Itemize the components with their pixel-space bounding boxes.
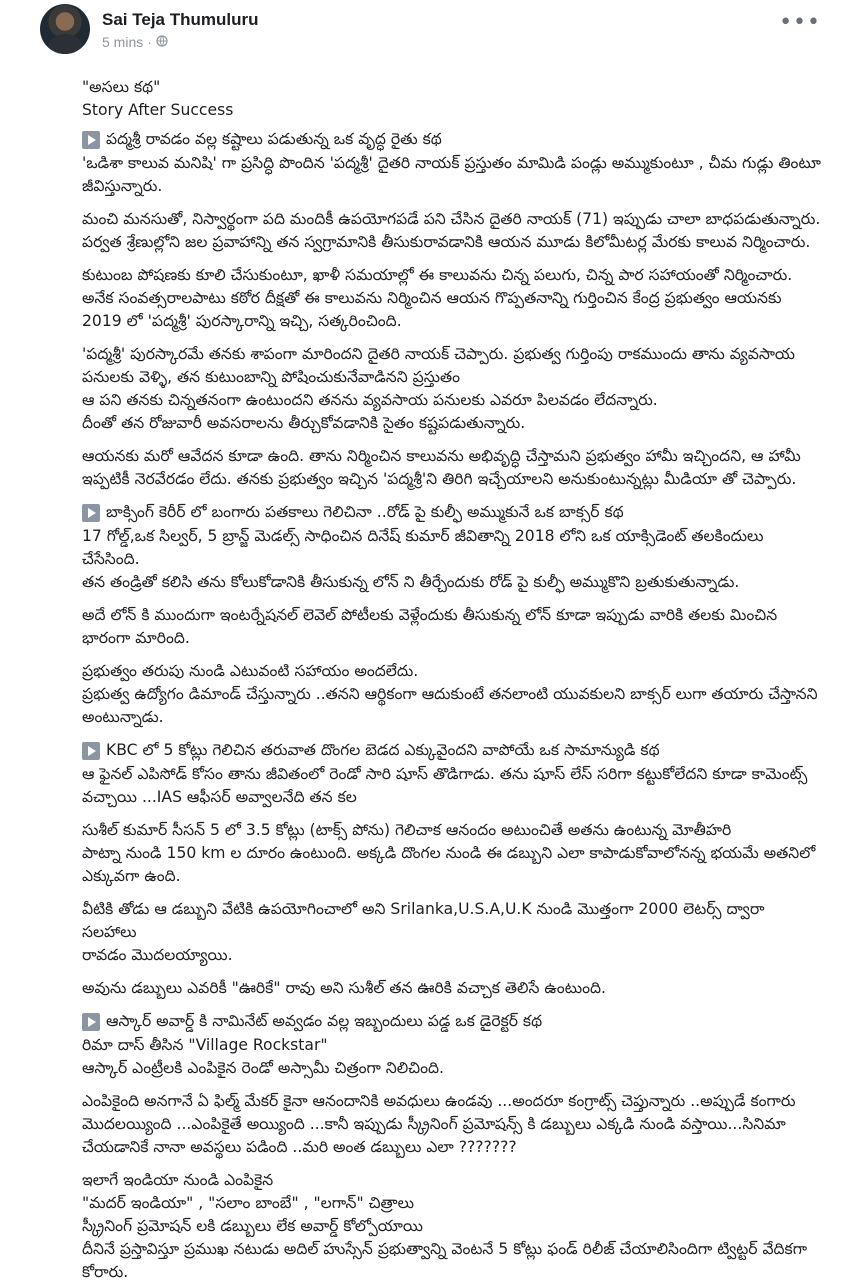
- paragraph-line: రిమా దాస్ తీసిన "Village Rockstar": [82, 1036, 328, 1054]
- paragraph-line: ఆ పని తనకు చిన్నతనంగా ఉంటుందని తనను వ్యవసాయ పనులకు ఎవరూ పిలవడం లేదన్నారు.: [82, 391, 658, 409]
- paragraph: [82, 208, 823, 254]
- paragraph-line: పాట్నా నుండి 150 km ల దూరం ఉంటుంది. అక్కడి దొంగల నుండి ఈ డబ్బుని ఎలా కాపాడుకోవాలోనన్న భయమే అతనిలో: [82, 844, 816, 862]
- paragraph-line: అంటున్నాడు.: [82, 708, 164, 726]
- paragraph-line: ఆస్కార్ ఎంట్రీలకి ఎంపికైన రెండో అస్సామీ చిత్రంగా నిలిచింది.: [82, 1059, 444, 1077]
- paragraph-line: 'ఒడిశా కాలువ మనిషి' గా ప్రసిద్ధి పొందిన 'పద్మశ్రీ' దైతరి నాయక్ ప్రస్తుతం మామిడి పండ్లు అమ్ముకుంటూ , చీమ గుడ్లు తింటూ: [82, 154, 821, 172]
- paragraph-line: 'పద్మశ్రీ' పురస్కారమే తనకు శాపంగా మారిందని దైతరి నాయక్ చెప్పారు. ప్రభుత్వ గుర్తింపు రాకముందు తాను వ్యవసాయ: [82, 345, 795, 363]
- paragraph-line: వీటికి తోడు ఆ డబ్బుని వేటికి ఉపయోగించాలో అని Srilanka,U.S.A,U.K నుండి మొత్తంగా 2000 లెటర్స్ ద్వారా సలహాలు: [82, 900, 765, 941]
- play-button-icon: [82, 1013, 100, 1031]
- paragraph-line: కోరారు.: [82, 1263, 129, 1281]
- paragraph-line: ఎక్కువగా ఉంది.: [82, 867, 181, 885]
- paragraph-line: మొదలయ్యింది ...ఎంపికైతే అయ్యింది ...కానీ ఇప్పుడు స్క్రీనింగ్ ప్రమోషన్స్ కి డబ్బులు ఎక్కడి నుండి వస్తాయి...సినిమా: [82, 1115, 786, 1133]
- paragraph-line: రావడం మొదలయ్యాయి.: [82, 946, 233, 964]
- paragraph-line: వచ్చాయి ...IAS ఆఫీసర్ అవ్వాలనేది తన కల: [82, 788, 357, 806]
- paragraph-line: ఆయనకు మరో ఆవేదన కూడా ఉంది. తాను నిర్మించిన కాలువను అభివృద్ధి చేస్తామని ప్రభుత్వం హామీ ఇచ్చిందని, ఆ హామీ: [82, 447, 801, 465]
- story-heading: [82, 128, 823, 151]
- story-heading: [82, 739, 823, 762]
- story-heading: [82, 501, 823, 524]
- author-name[interactable]: Sai Teja Thumuluru: [102, 10, 259, 29]
- story-heading-text: బాక్సింగ్ కెరీర్ లో బంగారు పతకాలు గెలిచినా ..రోడ్ పై కుల్ఫీ అమ్ముకునే ఒక బాక్సర్ కథ: [106, 503, 624, 521]
- paragraph-line: ప్రభుత్వం తరుపు నుండి ఎటువంటి సహాయం అందలేదు.: [82, 662, 419, 680]
- paragraph-line: అదే లోన్ కి ముందుగా ఇంటర్నేషనల్ లెవెల్ పోటీలకు వెళ్లేందుకు తీసుకున్న లోన్ కూడా ఇప్పుడు వారికి తలకు మించిన: [82, 606, 778, 624]
- paragraph: [82, 977, 823, 1000]
- paragraph: [82, 1169, 823, 1284]
- story-heading-text: ఆస్కార్ అవార్డ్ కి నామినేట్ అవ్వడం వల్ల ఇబ్బందులు పడ్డ ఒక డైరెక్టర్ కథ: [106, 1012, 543, 1030]
- separator-dot: ·: [147, 34, 152, 50]
- story-heading-text: KBC లో 5 కోట్లు గెలిచిన తరువాత దొంగల బెడద ఎక్కువైందని వాపోయే ఒక సామాన్యుడి కథ: [106, 741, 660, 759]
- paragraph-line: ఎంపికైంది అనగానే ఏ ఫిల్మ్ మేకర్ కైనా ఆనందానికి అవధులు ఉండవు ...అందరూ కంగ్రాట్స్ చెప్తున్నారు ..అప్పుడే కంగారు: [82, 1092, 796, 1110]
- paragraph: [82, 604, 823, 650]
- post-meta: [102, 34, 168, 50]
- paragraph-line: అనేక సంవత్సరాలపాటు కఠోర దీక్షతో ఈ కాలువను నిర్మించిన ఆయన గొప్పతనాన్ని గుర్తించిన కేంద్ర ప్రభుత్వం ఆయనకు: [82, 289, 782, 307]
- paragraph-line: దీంతో తన రోజువారీ అవసరాలను తీర్చుకోవడానికి సైతం కష్టపడుతున్నారు.: [82, 414, 526, 432]
- avatar[interactable]: [40, 4, 90, 54]
- paragraph-line: ఇలాగే ఇండియా నుండి ఎంపికైన: [82, 1171, 274, 1189]
- intro-line: "అసలు కథ": [82, 78, 161, 96]
- story-heading: [82, 1010, 823, 1033]
- paragraph: [82, 1034, 823, 1080]
- paragraph: [82, 660, 823, 729]
- paragraph-line: ఆ ఫైనల్ ఎపిసోడ్ కోసం తాను జీవితంలో రెండో సారి షూస్ తొడిగాడు. తను షూస్ లేస్ సరిగా కట్టుకోలేదని కూడా కామెంట్స్: [82, 765, 808, 783]
- paragraph-line: 2019 లో 'పద్మశ్రీ' పురస్కారాన్ని ఇచ్చి, సత్కరించింది.: [82, 312, 402, 330]
- globe-icon[interactable]: [156, 34, 168, 50]
- post-time[interactable]: 5 mins: [102, 34, 144, 50]
- paragraph: [82, 898, 823, 967]
- paragraph-line: సుశీల్ కుమార్ సీసన్ 5 లో 3.5 కోట్లు (టాక్స్ పోను) గెలిచాక ఆనందం అటుంచితే అతను ఉంటున్న మోతీహరి: [82, 821, 732, 839]
- paragraph-line: పనులకు వెళ్ళి, తన కుటుంబాన్ని పోషించుకునేవాడినని ప్రస్తుతం: [82, 368, 461, 386]
- paragraph-line: దీనినే ప్రస్తావిస్తూ ప్రముఖ నటుడు అదిల్ హుస్సేన్ ప్రభుత్వాన్ని వెంటనే 5 కోట్లు ఫండ్ రిలీజ్ చేయాలిసిందిగా ట్విట్టర్ వేదికగా: [82, 1240, 808, 1258]
- paragraph-line: ప్రభుత్వ ఉద్యోగం డిమాండ్ చేస్తున్నారు ..తనని ఆర్థికంగా ఆదుకుంటే తనలాంటి యువకులని బాక్సర్ లుగా తయారు చేస్తానని: [82, 685, 818, 703]
- paragraph-line: అవును డబ్బులు ఎవరికీ "ఊరికే" రావు అని సుశీల్ తన ఊరికి వచ్చాక తెలిసే ఉంటుంది.: [82, 979, 607, 997]
- paragraph: [82, 445, 823, 491]
- paragraph-line: "మదర్ ఇండియా" , "సలాం బాంబే" , "లగాన్" చిత్రాలు: [82, 1194, 415, 1212]
- paragraph-line: ఇప్పటికీ నెరవేరడం లేదు. తనకు ప్రభుత్వం ఇచ్చిన 'పద్మశ్రీ'ని తిరిగి ఇచ్చేయాలని అనుకుంటున్నట్లు మీడియా తో చెప్పారు.: [82, 470, 797, 488]
- story-heading-text: పద్మశ్రీ రావడం వల్ల కష్టాలు పడుతున్న ఒక వృద్ధ రైతు కథ: [106, 130, 442, 148]
- more-options-icon[interactable]: •••: [779, 10, 821, 35]
- play-button-icon: [82, 504, 100, 522]
- paragraph: [82, 525, 823, 594]
- play-button-icon: [82, 131, 100, 149]
- paragraph-line: పర్వత శ్రేణుల్లోని జల ప్రవాహాన్ని తన స్వగ్రామానికి తీసుకురావడానికి ఆయన మూడు కిలోమీటర్ల మేరకు కాలువ నిర్మించారు.: [82, 233, 811, 251]
- paragraph: [82, 343, 823, 435]
- paragraph-line: మంచి మనసుతో, నిస్వార్థంగా పది మందికీ ఉపయోగపడే పని చేసిన దైతరి నాయక్ (71) ఇప్పుడు చాలా బాధపడుతున్నారు.: [82, 210, 821, 228]
- post-text: [82, 128, 823, 1284]
- post-intro: [82, 76, 823, 122]
- post-body: [18, 70, 829, 1284]
- paragraph-line: చేయడానికే నానా అవస్థలు పడింది ..మరి అంత డబ్బులు ఎలా ???????: [82, 1138, 517, 1156]
- paragraph: [82, 264, 823, 333]
- paragraph-line: కుటుంబ పోషణకు కూలి చేసుకుంటూ, ఖాళీ సమయాల్లో ఈ కాలువను చిన్న పలుగు, చిన్న పార సహాయంతో నిర్మించారు.: [82, 266, 793, 284]
- paragraph-line: తన తండ్రితో కలిసి తను కోలుకోడానికి తీసుకున్న లోన్ ని తీర్చేందుకు రోడ్ పై కుల్ఫీ అమ్ముకొని బ్రతుకుతున్నాడు.: [82, 573, 740, 591]
- paragraph-line: 17 గోల్డ్,ఒక సిల్వర్, 5 బ్రాన్జ్ మెడల్స్ సాధించిన దినేష్ కుమార్ జీవితాన్ని 2018 లోని ఒక యాక్సిడెంట్ తలకిందులు చేసేసింది.: [82, 527, 764, 568]
- intro-line: Story After Success: [82, 101, 234, 119]
- paragraph: [82, 763, 823, 809]
- post-header: [18, 0, 829, 70]
- paragraph-line: స్క్రీనింగ్ ప్రమోషన్ లకి డబ్బులు లేక అవార్డ్ కోల్పోయాయి: [82, 1217, 423, 1235]
- paragraph-line: భారంగా మారింది.: [82, 629, 190, 647]
- play-button-icon: [82, 742, 100, 760]
- paragraph: [82, 1090, 823, 1159]
- paragraph-line: జీవిస్తున్నారు.: [82, 177, 163, 195]
- paragraph: [82, 819, 823, 888]
- paragraph: [82, 152, 823, 198]
